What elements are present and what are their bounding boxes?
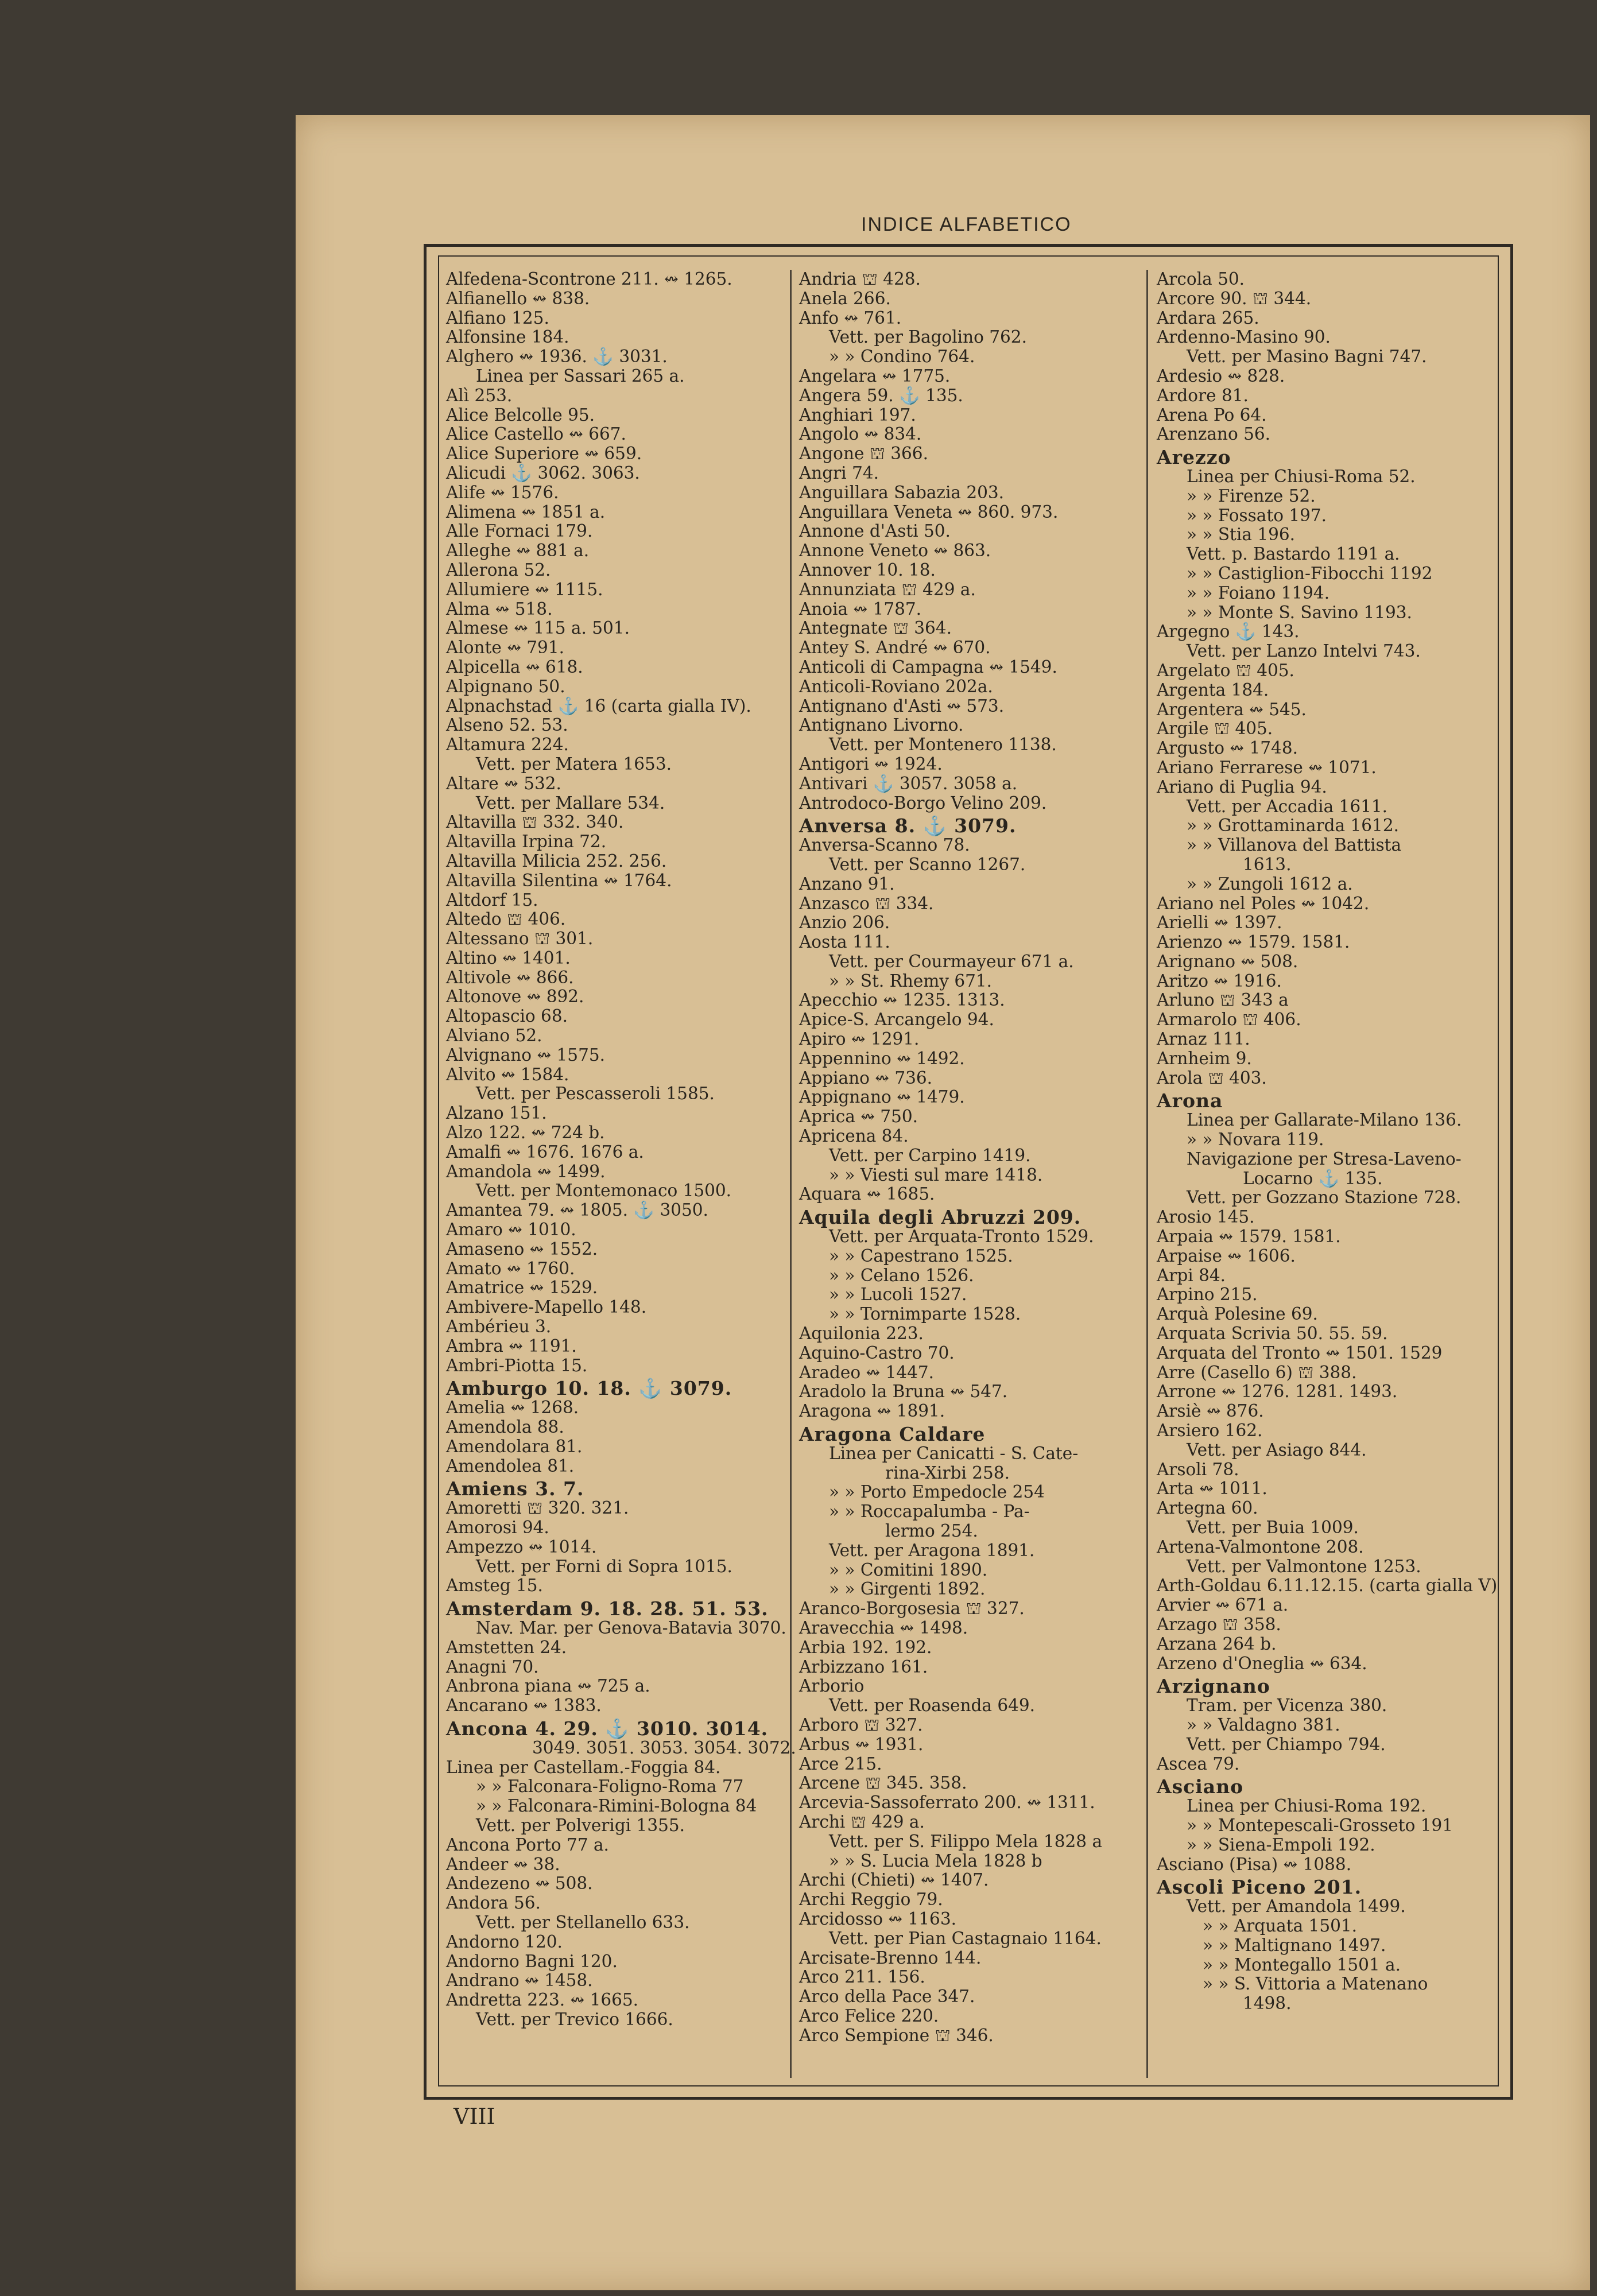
index-entry: Arnaz 111. (1157, 1029, 1250, 1049)
index-entry: Archi ⛫ 429 a. (799, 1812, 925, 1832)
index-entry: Arsoli 78. (1157, 1459, 1239, 1479)
index-entry: Arquata del Tronto ↭ 1501. 1529 (1157, 1343, 1443, 1363)
index-entry: Argusto ↭ 1748. (1157, 738, 1298, 758)
index-entry: Vett. per Bagolino 762. (829, 327, 1027, 347)
index-entry: Andorno Bagni 120. (446, 1951, 618, 1971)
index-entry: Arzeno d'Oneglia ↭ 634. (1157, 1653, 1367, 1673)
index-entry: Alfedena-Scontrone 211. ↭ 1265. (446, 269, 732, 289)
index-entry: Alife ↭ 1576. (446, 482, 559, 502)
index-entry: Arcidosso ↭ 1163. (799, 1909, 956, 1929)
index-entry: Arre (Casello 6) ⛫ 388. (1157, 1362, 1357, 1382)
index-entry: Linea per Castellam.-Foggia 84. (446, 1757, 721, 1777)
index-entry: Vett. per Amandola 1499. (1187, 1896, 1406, 1917)
index-entry: Anoia ↭ 1787. (799, 599, 922, 619)
index-entry: Alle Fornaci 179. (446, 521, 593, 541)
index-entry: Amelia ↭ 1268. (446, 1398, 579, 1418)
index-entry: Arezzo (1157, 446, 1231, 469)
index-entry: Argentera ↭ 545. (1157, 699, 1307, 719)
index-entry: Altare ↭ 532. (446, 773, 561, 793)
index-entry: Annunziata ⛫ 429 a. (799, 579, 976, 599)
index-entry: Anagni 70. (446, 1657, 539, 1677)
index-entry: Alzo 122. ↭ 724 b. (446, 1123, 605, 1143)
index-entry: Tram. per Vicenza 380. (1187, 1696, 1387, 1716)
index-entry: Amendolea 81. (446, 1456, 575, 1476)
index-entry: Anticoli di Campagna ↭ 1549. (799, 657, 1057, 677)
index-entry: Angolo ↭ 834. (799, 424, 922, 444)
index-entry: Amaseno ↭ 1552. (446, 1239, 598, 1259)
index-entry: Ancona 4. 29. ⚓ 3010. 3014. (446, 1717, 769, 1740)
index-entry: Anversa-Scanno 78. (799, 835, 970, 855)
index-entry: Almese ↭ 115 a. 501. (446, 618, 630, 638)
index-entry: Vett. per Lanzo Intelvi 743. (1187, 641, 1421, 661)
index-entry: Arquà Polesine 69. (1157, 1304, 1318, 1324)
index-entry: Amantea 79. ↭ 1805. ⚓ 3050. (446, 1200, 708, 1220)
index-entry: Allerona 52. (446, 560, 551, 580)
index-entry: Angone ⛫ 366. (799, 444, 928, 464)
index-entry: Andorno 120. (446, 1932, 563, 1952)
index-entry: Archi (Chieti) ↭ 1407. (799, 1870, 989, 1890)
index-entry: Arbizzano 161. (799, 1657, 928, 1677)
index-entry: Arsiero 162. (1157, 1421, 1263, 1441)
index-entry: Altavilla Irpina 72. (446, 832, 607, 852)
index-entry: Vett. p. Bastardo 1191 a. (1187, 544, 1400, 564)
index-entry: Altavilla ⛫ 332. 340. (446, 812, 624, 832)
index-entry: Asciano (1157, 1775, 1244, 1798)
index-entry: Arola ⛫ 403. (1157, 1068, 1267, 1088)
index-entry: Locarno ⚓ 135. (1243, 1168, 1383, 1188)
index-entry: Andrano ↭ 1458. (446, 1971, 593, 1991)
index-entry: Anguillara Sabazia 203. (799, 482, 1005, 502)
index-entry: Altedo ⛫ 406. (446, 909, 566, 929)
index-entry: Appiano ↭ 736. (799, 1068, 933, 1088)
index-entry: Arzana 264 b. (1157, 1634, 1277, 1654)
index-entry: » » Girgenti 1892. (829, 1579, 986, 1599)
index-entry: Ambra ↭ 1191. (446, 1336, 577, 1356)
index-entry: Amsterdam 9. 18. 28. 51. 53. (446, 1597, 769, 1620)
index-entry: Vett. per Stellanello 633. (476, 1912, 690, 1932)
index-entry: Arco 211. 156. (799, 1967, 925, 1987)
index-entry: Arluno ⛫ 343 a (1157, 990, 1289, 1010)
index-entry: Vett. per Pescasseroli 1585. (476, 1084, 715, 1104)
index-entry: Vett. per Valmontone 1253. (1187, 1556, 1421, 1576)
index-entry: Vett. per Gozzano Stazione 728. (1187, 1188, 1462, 1208)
index-entry: Amandola ↭ 1499. (446, 1161, 606, 1181)
index-entry: » » Capestrano 1525. (829, 1246, 1013, 1266)
index-entry: Alimena ↭ 1851 a. (446, 502, 606, 522)
index-entry: Aquino-Castro 70. (799, 1343, 955, 1363)
index-entry: Artena-Valmontone 208. (1157, 1537, 1364, 1557)
index-entry: Vett. per Chiampo 794. (1187, 1734, 1386, 1754)
index-entry: Anela 266. (799, 288, 891, 308)
index-entry: » » Villanova del Battista (1187, 835, 1402, 855)
index-entry: Vett. per Asiago 844. (1187, 1440, 1367, 1460)
index-entry: Arnheim 9. (1157, 1048, 1252, 1068)
index-entry: Alvito ↭ 1584. (446, 1064, 569, 1084)
index-entry: Apricena 84. (799, 1126, 909, 1146)
index-entry: Arta ↭ 1011. (1157, 1479, 1267, 1499)
page-number: VIII (453, 2104, 495, 2129)
index-entry: Linea per Canicatti - S. Cate- (829, 1443, 1079, 1463)
index-entry: Altivole ↭ 866. (446, 967, 574, 987)
index-entry: Amstetten 24. (446, 1637, 567, 1657)
index-entry: Arena Po 64. (1157, 405, 1267, 425)
index-entry: Arpino 215. (1157, 1285, 1258, 1305)
index-entry: » » Zungoli 1612 a. (1187, 874, 1353, 894)
index-entry: Antivari ⚓ 3057. 3058 a. (799, 773, 1018, 793)
index-entry: Amiens 3. 7. (446, 1477, 584, 1500)
index-entry: Alice Castello ↭ 667. (446, 424, 626, 444)
index-entry: Arpaise ↭ 1606. (1157, 1246, 1296, 1266)
index-entry: Altonove ↭ 892. (446, 987, 584, 1007)
column-divider (790, 270, 792, 2078)
index-entry: Alì 253. (446, 385, 513, 405)
index-entry: Ardara 265. (1157, 308, 1259, 328)
index-entry: Arbia 192. 192. (799, 1637, 932, 1657)
index-entry: Arvier ↭ 671 a. (1157, 1595, 1289, 1615)
index-entry: Armarolo ⛫ 406. (1157, 1010, 1301, 1030)
index-entry: Vett. per Masino Bagni 747. (1187, 347, 1427, 367)
index-entry: Arborio (799, 1676, 865, 1696)
index-entry: Ariano Ferrarese ↭ 1071. (1157, 757, 1377, 777)
index-entry: Alpnachstad ⚓ 16 (carta gialla IV). (446, 696, 751, 716)
index-entry: Vett. per Polverigi 1355. (476, 1815, 685, 1835)
index-entry: lermo 254. (885, 1521, 978, 1541)
index-entry: Altdorf 15. (446, 890, 538, 910)
index-entry: Vett. per Aragona 1891. (829, 1540, 1035, 1560)
index-entry: Alma ↭ 518. (446, 599, 553, 619)
index-entry: » » Maltignano 1497. (1203, 1935, 1386, 1955)
index-entry: Navigazione per Stresa-Laveno- (1187, 1149, 1462, 1169)
index-entry: Annover 10. 18. (799, 560, 936, 580)
index-entry: Antignano d'Asti ↭ 573. (799, 696, 1005, 716)
index-entry: Ancona Porto 77 a. (446, 1835, 609, 1855)
index-entry: Antegnate ⛫ 364. (799, 618, 952, 638)
index-entry: Amaro ↭ 1010. (446, 1220, 576, 1240)
index-entry: » » Grottaminarda 1612. (1187, 816, 1399, 836)
index-entry: » » Roccapalumba - Pa- (829, 1502, 1030, 1522)
index-entry: 1613. (1243, 854, 1292, 874)
index-entry: Ariano di Puglia 94. (1157, 777, 1327, 797)
index-entry: Ampezzo ↭ 1014. (446, 1537, 597, 1557)
index-entry: Aosta 111. (799, 932, 890, 952)
index-entry: Vett. per Mallare 534. (476, 793, 665, 813)
index-entry: Alviano 52. (446, 1026, 542, 1046)
index-entry: Arquata Scrivia 50. 55. 59. (1157, 1324, 1388, 1344)
index-entry: Arzago ⛫ 358. (1157, 1614, 1281, 1634)
index-entry: » » Firenze 52. (1187, 486, 1316, 506)
index-entry: Ascoli Piceno 201. (1157, 1876, 1362, 1899)
index-entry: Amatrice ↭ 1529. (446, 1278, 598, 1298)
index-entry: Asciano (Pisa) ↭ 1088. (1157, 1854, 1352, 1874)
index-entry: Arboro ⛫ 327. (799, 1715, 923, 1735)
index-entry: » » Condino 764. (829, 347, 975, 367)
index-entry: Arco della Pace 347. (799, 1987, 975, 2007)
index-entry: Vett. per Buia 1009. (1187, 1518, 1359, 1537)
index-entry: Andretta 223. ↭ 1665. (446, 1990, 639, 2010)
index-entry: » » Monte S. Savino 1193. (1187, 602, 1412, 622)
index-entry: Arco Felice 220. (799, 2006, 939, 2026)
index-entry: Amalfi ↭ 1676. 1676 a. (446, 1142, 644, 1162)
index-entry: Vett. per Montenero 1138. (829, 735, 1057, 755)
index-entry: » » Stia 196. (1187, 525, 1295, 545)
index-entry: » » Arquata 1501. (1203, 1915, 1358, 1936)
index-entry: Anguillara Veneta ↭ 860. 973. (799, 502, 1059, 522)
index-entry: Ambri-Piotta 15. (446, 1355, 588, 1375)
index-column-2 (799, 270, 1141, 2046)
index-column-1 (446, 269, 796, 2030)
index-entry: Vett. per S. Filippo Mela 1828 a (829, 1831, 1103, 1851)
index-entry: Linea per Gallarate-Milano 136. (1187, 1110, 1462, 1130)
index-entry: Altamura 224. (446, 735, 569, 755)
index-entry: Arienzo ↭ 1579. 1581. (1157, 932, 1350, 952)
index-entry: Anzio 206. (799, 913, 890, 933)
index-entry: Alseno 52. 53. (446, 715, 568, 735)
index-entry: Anfo ↭ 761. (799, 308, 902, 328)
index-entry: Vett. per Scanno 1267. (829, 854, 1026, 874)
index-entry: Andria ⛫ 428. (799, 269, 921, 289)
index-entry: Amburgo 10. 18. ⚓ 3079. (446, 1377, 732, 1400)
index-entry: Vett. per Trevico 1666. (476, 2009, 673, 2029)
index-entry: » » Novara 119. (1187, 1130, 1324, 1150)
index-entry: Arcisate-Brenno 144. (799, 1948, 982, 1968)
index-entry: Anversa 8. ⚓ 3079. (799, 815, 1017, 837)
index-entry: Arcene ⛫ 345. 358. (799, 1773, 967, 1793)
index-entry: Alpicella ↭ 618. (446, 657, 583, 677)
index-entry: Arosio 145. (1157, 1207, 1255, 1227)
index-entry: Arco Sempione ⛫ 346. (799, 2025, 994, 2045)
index-entry: Arce 215. (799, 1754, 882, 1774)
index-column-3 (1157, 269, 1498, 2014)
index-entry: Apecchio ↭ 1235. 1313. (799, 990, 1005, 1010)
index-entry: Apiro ↭ 1291. (799, 1029, 920, 1049)
index-entry: Arenzano 56. (1157, 424, 1271, 444)
index-entry: Argegno ⚓ 143. (1157, 622, 1300, 642)
index-entry: » » Tornimparte 1528. (829, 1304, 1021, 1324)
index-entry: 3049. 3051. 3053. 3054. 3072. (532, 1737, 796, 1758)
index-entry: Alzano 151. (446, 1103, 547, 1123)
index-entry: Allumiere ↭ 1115. (446, 579, 603, 599)
column-divider (1146, 270, 1148, 2078)
index-entry: Amato ↭ 1760. (446, 1258, 575, 1278)
index-entry: Aprica ↭ 750. (799, 1107, 918, 1127)
index-entry: Andezeno ↭ 508. (446, 1874, 593, 1894)
index-entry: Alleghe ↭ 881 a. (446, 541, 590, 561)
index-entry: » » Comitini 1890. (829, 1560, 988, 1580)
index-entry: Aragona ↭ 1891. (799, 1401, 945, 1421)
index-entry: Anticoli-Roviano 202a. (799, 676, 993, 696)
index-entry: Aradeo ↭ 1447. (799, 1362, 935, 1382)
index-entry: Aravecchia ↭ 1498. (799, 1618, 968, 1638)
index-entry: Vett. per Carpino 1419. (829, 1145, 1031, 1165)
index-entry: Antey S. André ↭ 670. (799, 638, 991, 658)
index-entry: Arcevia-Sassoferrato 200. ↭ 1311. (799, 1793, 1095, 1813)
index-entry: Vett. per Forni di Sopra 1015. (476, 1556, 732, 1576)
index-entry: » » Montegallo 1501 a. (1203, 1954, 1401, 1975)
index-entry: Andeer ↭ 38. (446, 1854, 560, 1874)
index-entry: 1498. (1243, 1994, 1292, 2014)
index-entry: Ambérieu 3. (446, 1317, 552, 1337)
index-entry: Ardenno-Masino 90. (1157, 327, 1331, 347)
index-entry: » » S. Vittoria a Matenano (1203, 1974, 1428, 1994)
index-entry: Alpignano 50. (446, 676, 565, 696)
index-entry: Vett. per Montemonaco 1500. (476, 1181, 732, 1201)
index-entry: Amendola 88. (446, 1417, 564, 1437)
index-entry: Appignano ↭ 1479. (799, 1087, 965, 1107)
index-entry: » » Falconara-Foligno-Roma 77 (476, 1777, 744, 1797)
index-entry: Nav. Mar. per Genova-Batavia 3070. (476, 1618, 786, 1638)
index-entry: Amoretti ⛫ 320. 321. (446, 1498, 629, 1518)
index-entry: Altopascio 68. (446, 1006, 568, 1026)
index-entry: Linea per Chiusi-Roma 192. (1187, 1796, 1427, 1816)
index-entry: » » St. Rhemy 671. (829, 971, 993, 991)
index-entry: Aquila degli Abruzzi 209. (799, 1206, 1082, 1229)
index-entry: Anghiari 197. (799, 405, 916, 425)
index-entry: Arignano ↭ 508. (1157, 951, 1298, 971)
index-entry: Annone d'Asti 50. (799, 521, 951, 541)
index-entry: » » Valdagno 381. (1187, 1715, 1340, 1735)
index-entry: rina-Xirbi 258. (885, 1463, 1010, 1483)
index-entry: Altavilla Milicia 252. 256. (446, 851, 667, 871)
index-entry: Alice Belcolle 95. (446, 405, 595, 425)
index-entry: » » Foiano 1194. (1187, 583, 1330, 603)
index-entry: Vett. per Matera 1653. (476, 754, 672, 774)
index-entry: » » S. Lucia Mela 1828 b (829, 1851, 1042, 1871)
index-entry: Argenta 184. (1157, 680, 1269, 700)
index-entry: » » Lucoli 1527. (829, 1285, 967, 1305)
index-entry: Vett. per Roasenda 649. (829, 1696, 1036, 1716)
index-entry: » » Celano 1526. (829, 1265, 974, 1285)
index-entry: Alvignano ↭ 1575. (446, 1045, 605, 1065)
index-entry: Arpi 84. (1157, 1265, 1226, 1285)
index-entry: Arcola 50. (1157, 269, 1245, 289)
index-entry: Angri 74. (799, 463, 879, 483)
index-entry: Alfianello ↭ 838. (446, 288, 590, 308)
index-entry: Vett. per Accadia 1611. (1187, 796, 1388, 816)
index-entry: Archi Reggio 79. (799, 1890, 943, 1910)
index-entry: Alghero ↭ 1936. ⚓ 3031. (446, 347, 668, 367)
index-entry: Antrodoco-Borgo Velino 209. (799, 793, 1047, 813)
index-entry: Vett. per Arquata-Tronto 1529. (829, 1227, 1094, 1247)
index-entry: Appennino ↭ 1492. (799, 1048, 965, 1068)
index-entry: Alice Superiore ↭ 659. (446, 444, 642, 464)
index-entry: » » Fossato 197. (1187, 505, 1327, 525)
index-entry: Artegna 60. (1157, 1498, 1258, 1518)
index-entry: Vett. per Courmayeur 671 a. (829, 951, 1074, 971)
index-entry: Altino ↭ 1401. (446, 948, 571, 968)
index-entry: Arielli ↭ 1397. (1157, 913, 1282, 933)
index-entry: Alfonsine 184. (446, 327, 569, 347)
index-entry: Arzignano (1157, 1675, 1270, 1698)
index-entry: Altavilla Silentina ↭ 1764. (446, 870, 672, 890)
index-entry: » » Montepescali-Grosseto 191 (1187, 1815, 1453, 1835)
index-entry: Alfiano 125. (446, 308, 549, 328)
index-entry: » » Siena-Empoli 192. (1187, 1835, 1375, 1855)
index-entry: Anbrona piana ↭ 725 a. (446, 1676, 650, 1696)
index-entry: Ardore 81. (1157, 385, 1249, 405)
index-entry: Amsteg 15. (446, 1576, 543, 1596)
index-entry: Alicudi ⚓ 3062. 3063. (446, 463, 640, 483)
index-entry: Alonte ↭ 791. (446, 638, 564, 658)
index-entry: Angelara ↭ 1775. (799, 366, 951, 386)
index-entry: Annone Veneto ↭ 863. (799, 541, 991, 561)
index-entry: Aragona Caldare (799, 1423, 986, 1446)
index-entry: Argile ⛫ 405. (1157, 719, 1273, 739)
index-entry: Arcore 90. ⛫ 344. (1157, 288, 1312, 308)
index-entry: Amorosi 94. (446, 1518, 549, 1537)
index-entry: Arth-Goldau 6.11.12.15. (carta gialla V) (1157, 1576, 1498, 1596)
index-entry: Ancarano ↭ 1383. (446, 1696, 602, 1716)
index-entry: Andora 56. (446, 1893, 541, 1913)
index-entry: Arrone ↭ 1276. 1281. 1493. (1157, 1382, 1398, 1402)
index-entry: Apice-S. Arcangelo 94. (799, 1010, 994, 1030)
index-entry: » » Viesti sul mare 1418. (829, 1165, 1043, 1185)
index-entry: Aritzo ↭ 1916. (1157, 971, 1282, 991)
index-entry: Linea per Chiusi-Roma 52. (1187, 466, 1416, 486)
index-entry: Aquara ↭ 1685. (799, 1184, 935, 1204)
index-entry: Arpaia ↭ 1579. 1581. (1157, 1227, 1341, 1247)
index-entry: Altessano ⛫ 301. (446, 929, 594, 949)
index-entry: Ascea 79. (1157, 1754, 1240, 1774)
page-header: INDICE ALFABETICO (861, 214, 1072, 235)
index-entry: Arsiè ↭ 876. (1157, 1401, 1264, 1421)
index-entry: Ambivere-Mapello 148. (446, 1297, 647, 1317)
index-entry: Ardesio ↭ 828. (1157, 366, 1285, 386)
index-entry: Aranco-Borgosesia ⛫ 327. (799, 1599, 1025, 1619)
index-entry: Antignano Livorno. (799, 715, 964, 735)
index-entry: Ariano nel Poles ↭ 1042. (1157, 893, 1370, 913)
index-entry: Argelato ⛫ 405. (1157, 660, 1294, 680)
index-entry: Antigori ↭ 1924. (799, 754, 943, 774)
index-entry: Vett. per Pian Castagnaio 1164. (829, 1928, 1102, 1948)
index-entry: Amendolara 81. (446, 1436, 583, 1456)
index-entry: Linea per Sassari 265 a. (476, 366, 685, 386)
index-entry: » » Falconara-Rimini-Bologna 84 (476, 1796, 757, 1816)
index-entry: Anzano 91. (799, 874, 895, 894)
index-entry: Arona (1157, 1089, 1223, 1112)
index-entry: Arbus ↭ 1931. (799, 1734, 924, 1754)
index-entry: Aquilonia 223. (799, 1324, 924, 1344)
index-entry: Aradolo la Bruna ↭ 547. (799, 1382, 1008, 1402)
index-entry: Angera 59. ⚓ 135. (799, 385, 963, 405)
index-entry: Anzasco ⛫ 334. (799, 893, 934, 913)
index-entry: » » Porto Empedocle 254 (829, 1482, 1045, 1502)
index-entry: » » Castiglion-Fibocchi 1192 (1187, 563, 1433, 583)
